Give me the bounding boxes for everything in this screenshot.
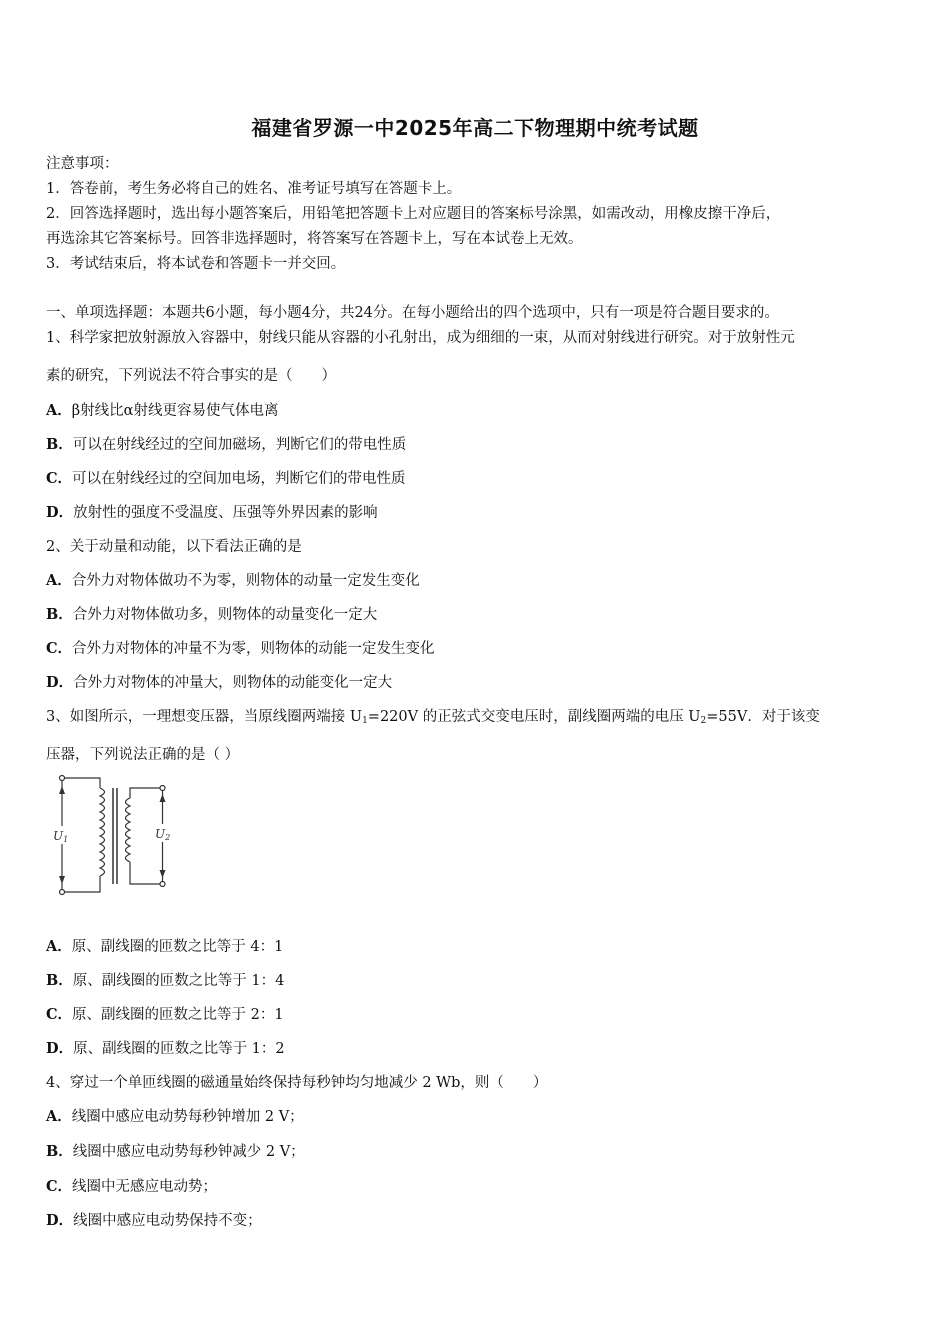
terminal-icon xyxy=(160,786,165,791)
question-3-stem-cont: 压器，下列说法正确的是（ ） xyxy=(46,747,240,763)
option-letter: B． xyxy=(46,1143,73,1160)
arrow-head-icon xyxy=(160,870,166,878)
arrow-head-icon xyxy=(59,876,65,884)
option-c xyxy=(46,467,406,488)
question-1-stem-cont: 素的研究，下列说法不符合事实的是（ ） xyxy=(46,368,336,384)
option-letter: C． xyxy=(46,640,73,657)
option-c xyxy=(46,637,435,658)
option-letter: B． xyxy=(46,606,73,623)
arrow-head-icon xyxy=(59,786,65,794)
question-4-stem: 4、穿过一个单匝线圈的磁通量始终保持每秒钟均匀地减少 2 Wb，则（ ） xyxy=(46,1075,548,1091)
notice-item: 3．考试结束后，将本试卷和答题卡一并交回。 xyxy=(46,256,346,272)
option-text: β射线比α射线更容易使气体电离 xyxy=(71,403,279,419)
terminal-icon xyxy=(160,882,165,887)
option-letter: D． xyxy=(46,1040,74,1057)
option-b xyxy=(46,603,377,624)
option-text: 放射性的强度不受温度、压强等外界因素的影响 xyxy=(73,505,378,521)
question-1-stem: 1、科学家把放射源放入容器中，射线只能从容器的小孔射出，成为细细的一束，从而对射线进行研究。对于放射性元 xyxy=(46,330,795,346)
option-text: 原、副线圈的匝数之比等于 4：1 xyxy=(71,939,284,955)
option-text: 合外力对物体的冲量不为零，则物体的动能一定发生变化 xyxy=(72,641,435,657)
option-text: 合外力对物体做功不为零，则物体的动量一定发生变化 xyxy=(71,573,420,589)
option-b xyxy=(46,433,406,454)
option-b xyxy=(46,1140,305,1161)
option-letter: C． xyxy=(46,470,73,487)
secondary-coil xyxy=(126,798,131,862)
notice-heading: 注意事项： xyxy=(46,156,119,172)
option-text: 可以在射线经过的空间加电场，判断它们的带电性质 xyxy=(72,471,406,487)
option-letter: B． xyxy=(46,436,73,453)
option-a xyxy=(46,935,283,956)
option-letter: A． xyxy=(46,572,72,589)
option-letter: D． xyxy=(46,674,74,691)
transformer-diagram xyxy=(44,772,174,902)
question-2-stem: 2、关于动量和动能，以下看法正确的是 xyxy=(46,539,302,555)
option-a xyxy=(46,569,420,590)
label-u2: U2 xyxy=(155,827,171,842)
option-text: 线圈中感应电动势每秒钟减少 2 V； xyxy=(72,1144,305,1160)
option-text: 线圈中无感应电动势； xyxy=(72,1179,218,1195)
wire xyxy=(130,862,160,884)
option-text: 线圈中感应电动势每秒钟增加 2 V； xyxy=(71,1109,304,1125)
option-d xyxy=(46,1209,262,1230)
arrow-head-icon xyxy=(160,794,166,802)
option-letter: A． xyxy=(46,938,72,955)
wire xyxy=(65,778,101,788)
wire xyxy=(130,788,160,798)
option-b xyxy=(46,969,284,990)
option-text: 合外力对物体的冲量大，则物体的动能变化一定大 xyxy=(73,675,393,691)
stem-text: 3、如图所示，一理想变压器，当原线圈两端接 U xyxy=(46,709,363,725)
option-letter: D． xyxy=(46,1212,74,1229)
option-text: 线圈中感应电动势保持不变； xyxy=(73,1213,262,1229)
notice-item: 2．回答选择题时，选出每小题答案后，用铅笔把答题卡上对应题目的答案标号涂黑，如需改动，用橡皮擦干净后， xyxy=(46,206,781,222)
stem-text: =220V 的正弦式交变电压时，副线圈两端的电压 U xyxy=(367,709,701,725)
option-letter: C． xyxy=(46,1178,73,1195)
terminal-icon xyxy=(60,776,65,781)
subscript: 2 xyxy=(700,716,707,726)
option-a xyxy=(46,1105,304,1126)
option-c xyxy=(46,1175,217,1196)
option-letter: B． xyxy=(46,972,73,989)
option-text: 可以在射线经过的空间加磁场，判断它们的带电性质 xyxy=(72,437,407,453)
option-text: 原、副线圈的匝数之比等于 2：1 xyxy=(72,1007,284,1023)
subscript: 1 xyxy=(362,716,368,726)
primary-coil xyxy=(100,788,105,876)
notice-item: 再选涂其它答案标号。回答非选择题时，将答案写在答题卡上，写在本试卷上无效。 xyxy=(46,231,583,247)
option-d xyxy=(46,1037,285,1058)
terminal-icon xyxy=(60,890,65,895)
option-letter: A． xyxy=(46,1108,72,1125)
option-letter: C． xyxy=(46,1006,73,1023)
page-title: 福建省罗源一中2025年高二下物理期中统考试题 xyxy=(251,116,699,140)
notice-item: 1．答卷前，考生务必将自己的姓名、准考证号填写在答题卡上。 xyxy=(46,181,462,197)
section-heading: 一、单项选择题：本题共6小题，每小题4分，共24分。在每小题给出的四个选项中，只有一项是符合题目要求的。 xyxy=(46,305,779,321)
option-c xyxy=(46,1003,284,1024)
option-text: 原、副线圈的匝数之比等于 1：4 xyxy=(72,973,285,989)
option-text: 合外力对物体做功多，则物体的动量变化一定大 xyxy=(72,607,378,623)
option-d xyxy=(46,501,378,522)
option-letter: A． xyxy=(46,402,72,419)
option-letter: D． xyxy=(46,504,74,521)
question-3-stem xyxy=(46,705,820,726)
option-d xyxy=(46,671,392,692)
wire xyxy=(65,884,101,892)
option-a xyxy=(46,399,278,420)
option-text: 原、副线圈的匝数之比等于 1：2 xyxy=(73,1041,285,1057)
label-u1: U1 xyxy=(53,829,69,844)
stem-text: =55V．对于该变 xyxy=(706,709,820,725)
